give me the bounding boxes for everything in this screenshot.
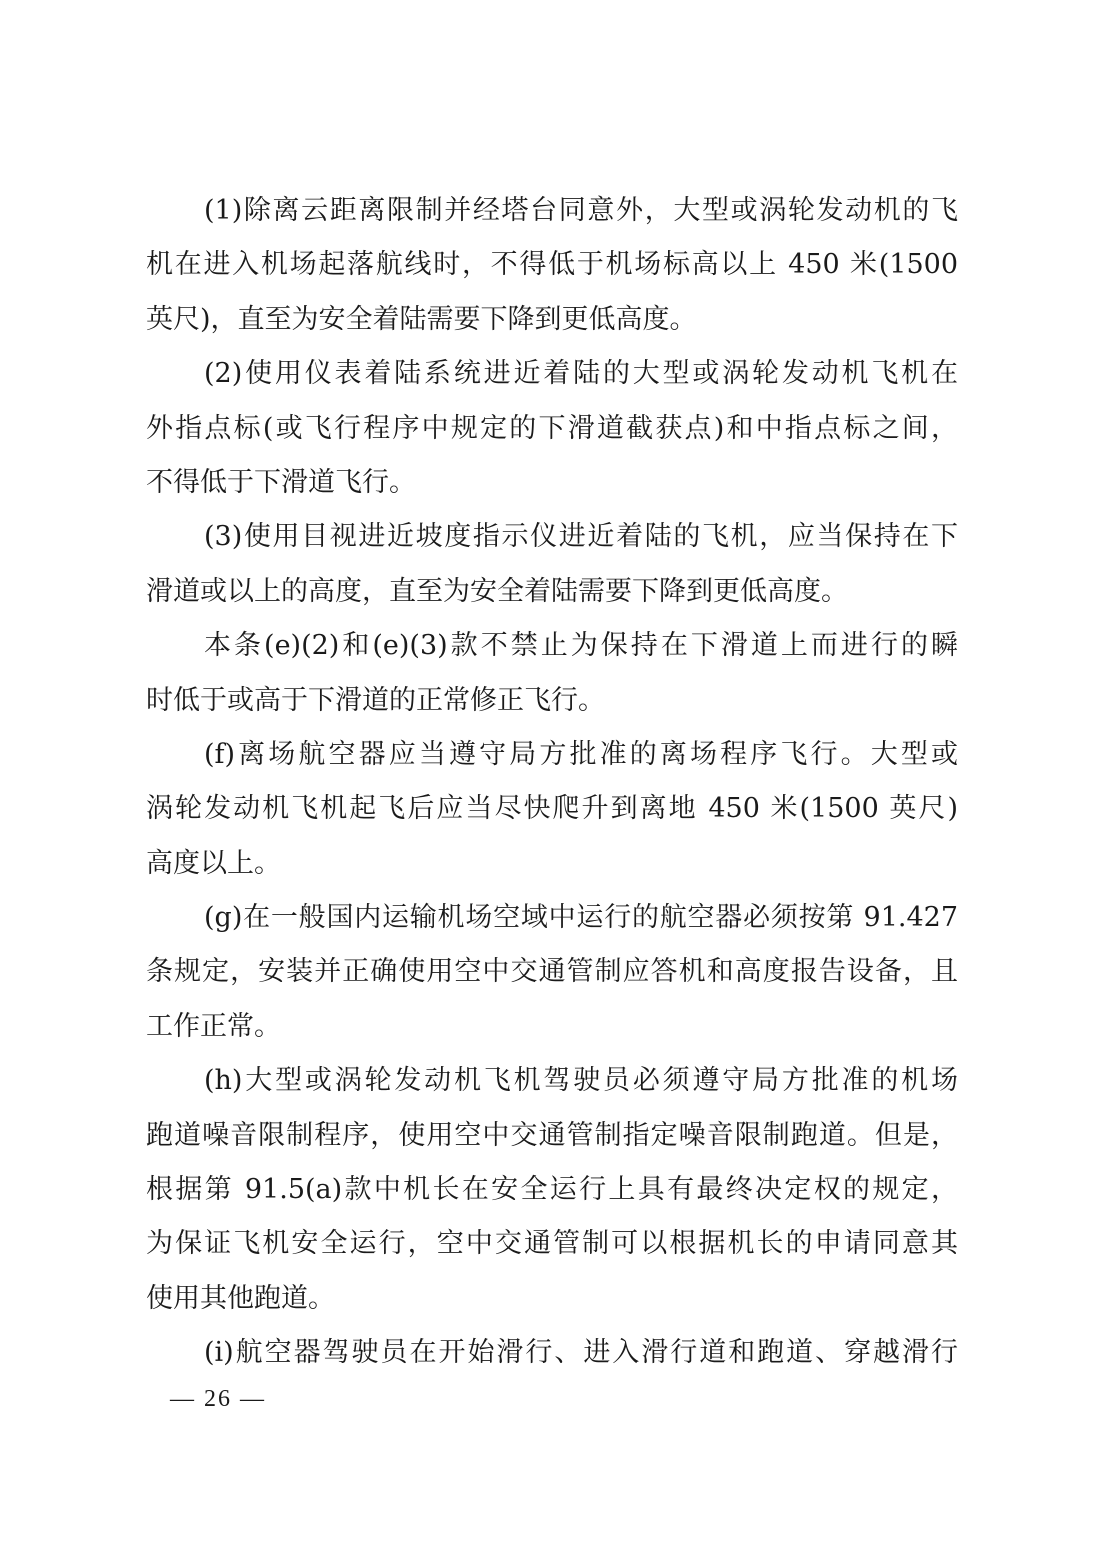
text-line: (i)航空器驾驶员在开始滑行、进入滑行道和跑道、穿越滑行 — [204, 1337, 958, 1369]
text-line: 为保证飞机安全运行，空中交通管制可以根据机长的申请同意其 — [146, 1228, 958, 1260]
paragraph-e-note — [146, 619, 958, 728]
paragraph-h — [146, 1054, 958, 1326]
text-line: (1)除离云距离限制并经塔台同意外，大型或涡轮发动机的飞 — [204, 195, 958, 226]
text-line: 本条(e)(2)和(e)(3)款不禁止为保持在下滑道上而进行的瞬 — [204, 630, 958, 662]
text-line: (g)在一般国内运输机场空域中运行的航空器必须按第 91.427 — [204, 902, 958, 934]
paragraph-e1 — [146, 184, 958, 347]
text-line: 外指点标(或飞行程序中规定的下滑道截获点)和中指点标之间， — [146, 412, 958, 444]
text-line: (f)离场航空器应当遵守局方批准的离场程序飞行。大型或 — [204, 738, 958, 770]
page-number: — 26 — — [170, 1386, 266, 1412]
text-line: 工作正常。 — [146, 1010, 281, 1042]
text-line: 滑道或以上的高度，直至为安全着陆需要下降到更低高度。 — [146, 575, 848, 607]
paragraph-e2 — [146, 347, 958, 510]
text-line: 使用其他跑道。 — [146, 1282, 335, 1314]
paragraph-g — [146, 891, 958, 1054]
text-line: 高度以上。 — [146, 847, 281, 879]
paragraph-i — [146, 1326, 958, 1380]
text-line: 跑道噪音限制程序，使用空中交通管制指定噪音限制跑道。但是， — [146, 1119, 958, 1151]
text-line: 机在进入机场起落航线时，不得低于机场标高以上 450 米(1500 — [146, 249, 958, 281]
text-line: (3)使用目视进近坡度指示仪进近着陆的飞机，应当保持在下 — [204, 521, 958, 553]
text-line: 英尺)，直至为安全着陆需要下降到更低高度。 — [146, 303, 697, 335]
text-line: (h)大型或涡轮发动机飞机驾驶员必须遵守局方批准的机场 — [204, 1065, 958, 1097]
text-line: (2)使用仪表着陆系统进近着陆的大型或涡轮发动机飞机在 — [204, 358, 958, 390]
document-body — [146, 184, 958, 1381]
text-line: 不得低于下滑道飞行。 — [146, 466, 416, 498]
text-line: 根据第 91.5(a)款中机长在安全运行上具有最终决定权的规定， — [146, 1174, 958, 1206]
text-line: 时低于或高于下滑道的正常修正飞行。 — [146, 684, 605, 716]
text-line: 涡轮发动机飞机起飞后应当尽快爬升到离地 450 米(1500 英尺) — [146, 793, 958, 825]
paragraph-e3 — [146, 510, 958, 619]
paragraph-f — [146, 728, 958, 891]
text-line: 条规定，安装并正确使用空中交通管制应答机和高度报告设备，且 — [146, 956, 958, 988]
